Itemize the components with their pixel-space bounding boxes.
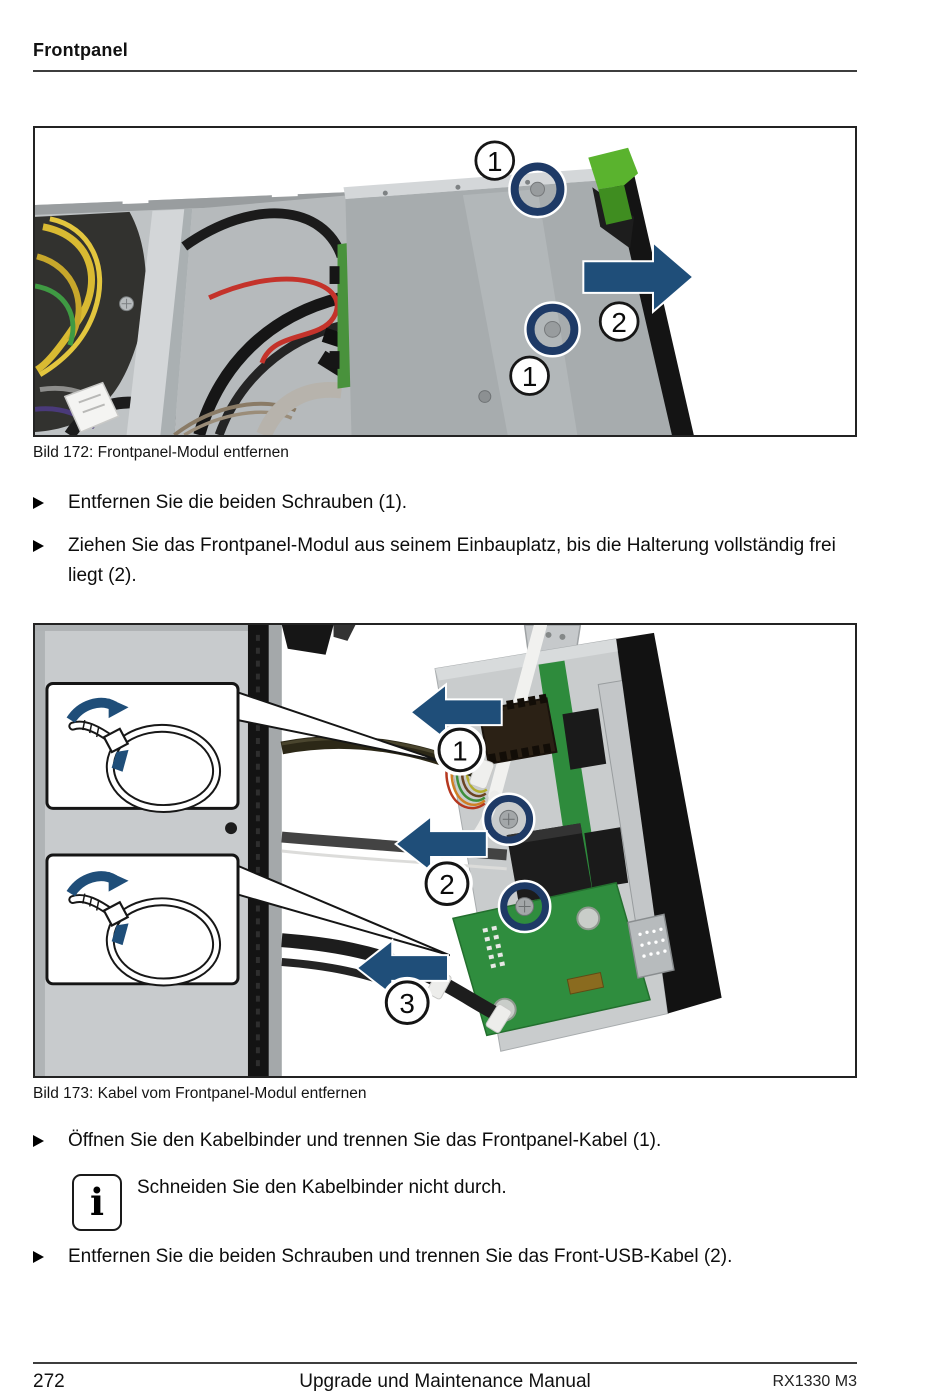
- svg-text:3: 3: [399, 988, 415, 1020]
- info-icon: i: [72, 1174, 122, 1231]
- svg-text:1: 1: [521, 361, 538, 393]
- page-number: 272: [33, 1371, 65, 1392]
- svg-text:1: 1: [487, 146, 503, 177]
- cable-tie-inset-2: [47, 855, 238, 984]
- cable-tie-inset-1: [47, 683, 238, 808]
- step-text: Entfernen Sie die beiden Schrauben (1).: [68, 492, 408, 513]
- bullet-triangle-icon: [33, 488, 68, 518]
- front-bezel-strip: [248, 625, 269, 1076]
- bullet-triangle-icon: [33, 1126, 68, 1156]
- callout-2: [600, 303, 638, 341]
- step-text: Ziehen Sie das Frontpanel-Modul aus seinem Einbauplatz, bis die Halterung vollständig frei liegt (2).: [68, 535, 836, 586]
- footer: [33, 1371, 857, 1397]
- step-open-cable-tie: [33, 1126, 857, 1156]
- model-number: RX1330 M3: [772, 1373, 857, 1390]
- figure-bild-172: [33, 126, 857, 437]
- callout-1-top: [476, 142, 514, 180]
- figure-bild-173-illustration: [35, 625, 855, 1076]
- step-pull-module: [33, 531, 857, 591]
- callout-1: [436, 726, 484, 774]
- manual-title: Upgrade und Maintenance Manual: [299, 1371, 591, 1392]
- svg-text:2: 2: [439, 869, 455, 901]
- figure-caption-bild-172: Bild 172: Frontpanel-Modul entfernen: [33, 444, 289, 461]
- svg-text:1: 1: [452, 735, 468, 767]
- svg-text:2: 2: [611, 307, 627, 338]
- page-title: Frontpanel: [33, 40, 128, 60]
- step-text: Öffnen Sie den Kabelbinder und trennen Sie das Frontpanel-Kabel (1).: [68, 1130, 662, 1151]
- callout-3: [383, 979, 431, 1027]
- note-text: Schneiden Sie den Kabelbinder nicht durch.: [137, 1177, 507, 1198]
- figure-caption-bild-173: Bild 173: Kabel vom Frontpanel-Modul entfernen: [33, 1085, 367, 1102]
- callout-1-bottom: [511, 357, 549, 395]
- bullet-triangle-icon: [33, 1242, 68, 1272]
- figure-bild-172-illustration: [35, 128, 855, 435]
- step-remove-usb-cable: [33, 1242, 857, 1272]
- screw-highlight-ring-bottom: [527, 304, 579, 355]
- footer-rule: [33, 1362, 857, 1364]
- step-remove-screws: [33, 488, 857, 518]
- bullet-triangle-icon: [33, 531, 68, 591]
- frontpanel-module: [330, 166, 694, 435]
- step-text: Entfernen Sie die beiden Schrauben und trennen Sie das Front-USB-Kabel (2).: [68, 1246, 733, 1267]
- figure-bild-173: [33, 623, 857, 1078]
- callout-2: [423, 860, 471, 908]
- header-rule: [33, 70, 857, 72]
